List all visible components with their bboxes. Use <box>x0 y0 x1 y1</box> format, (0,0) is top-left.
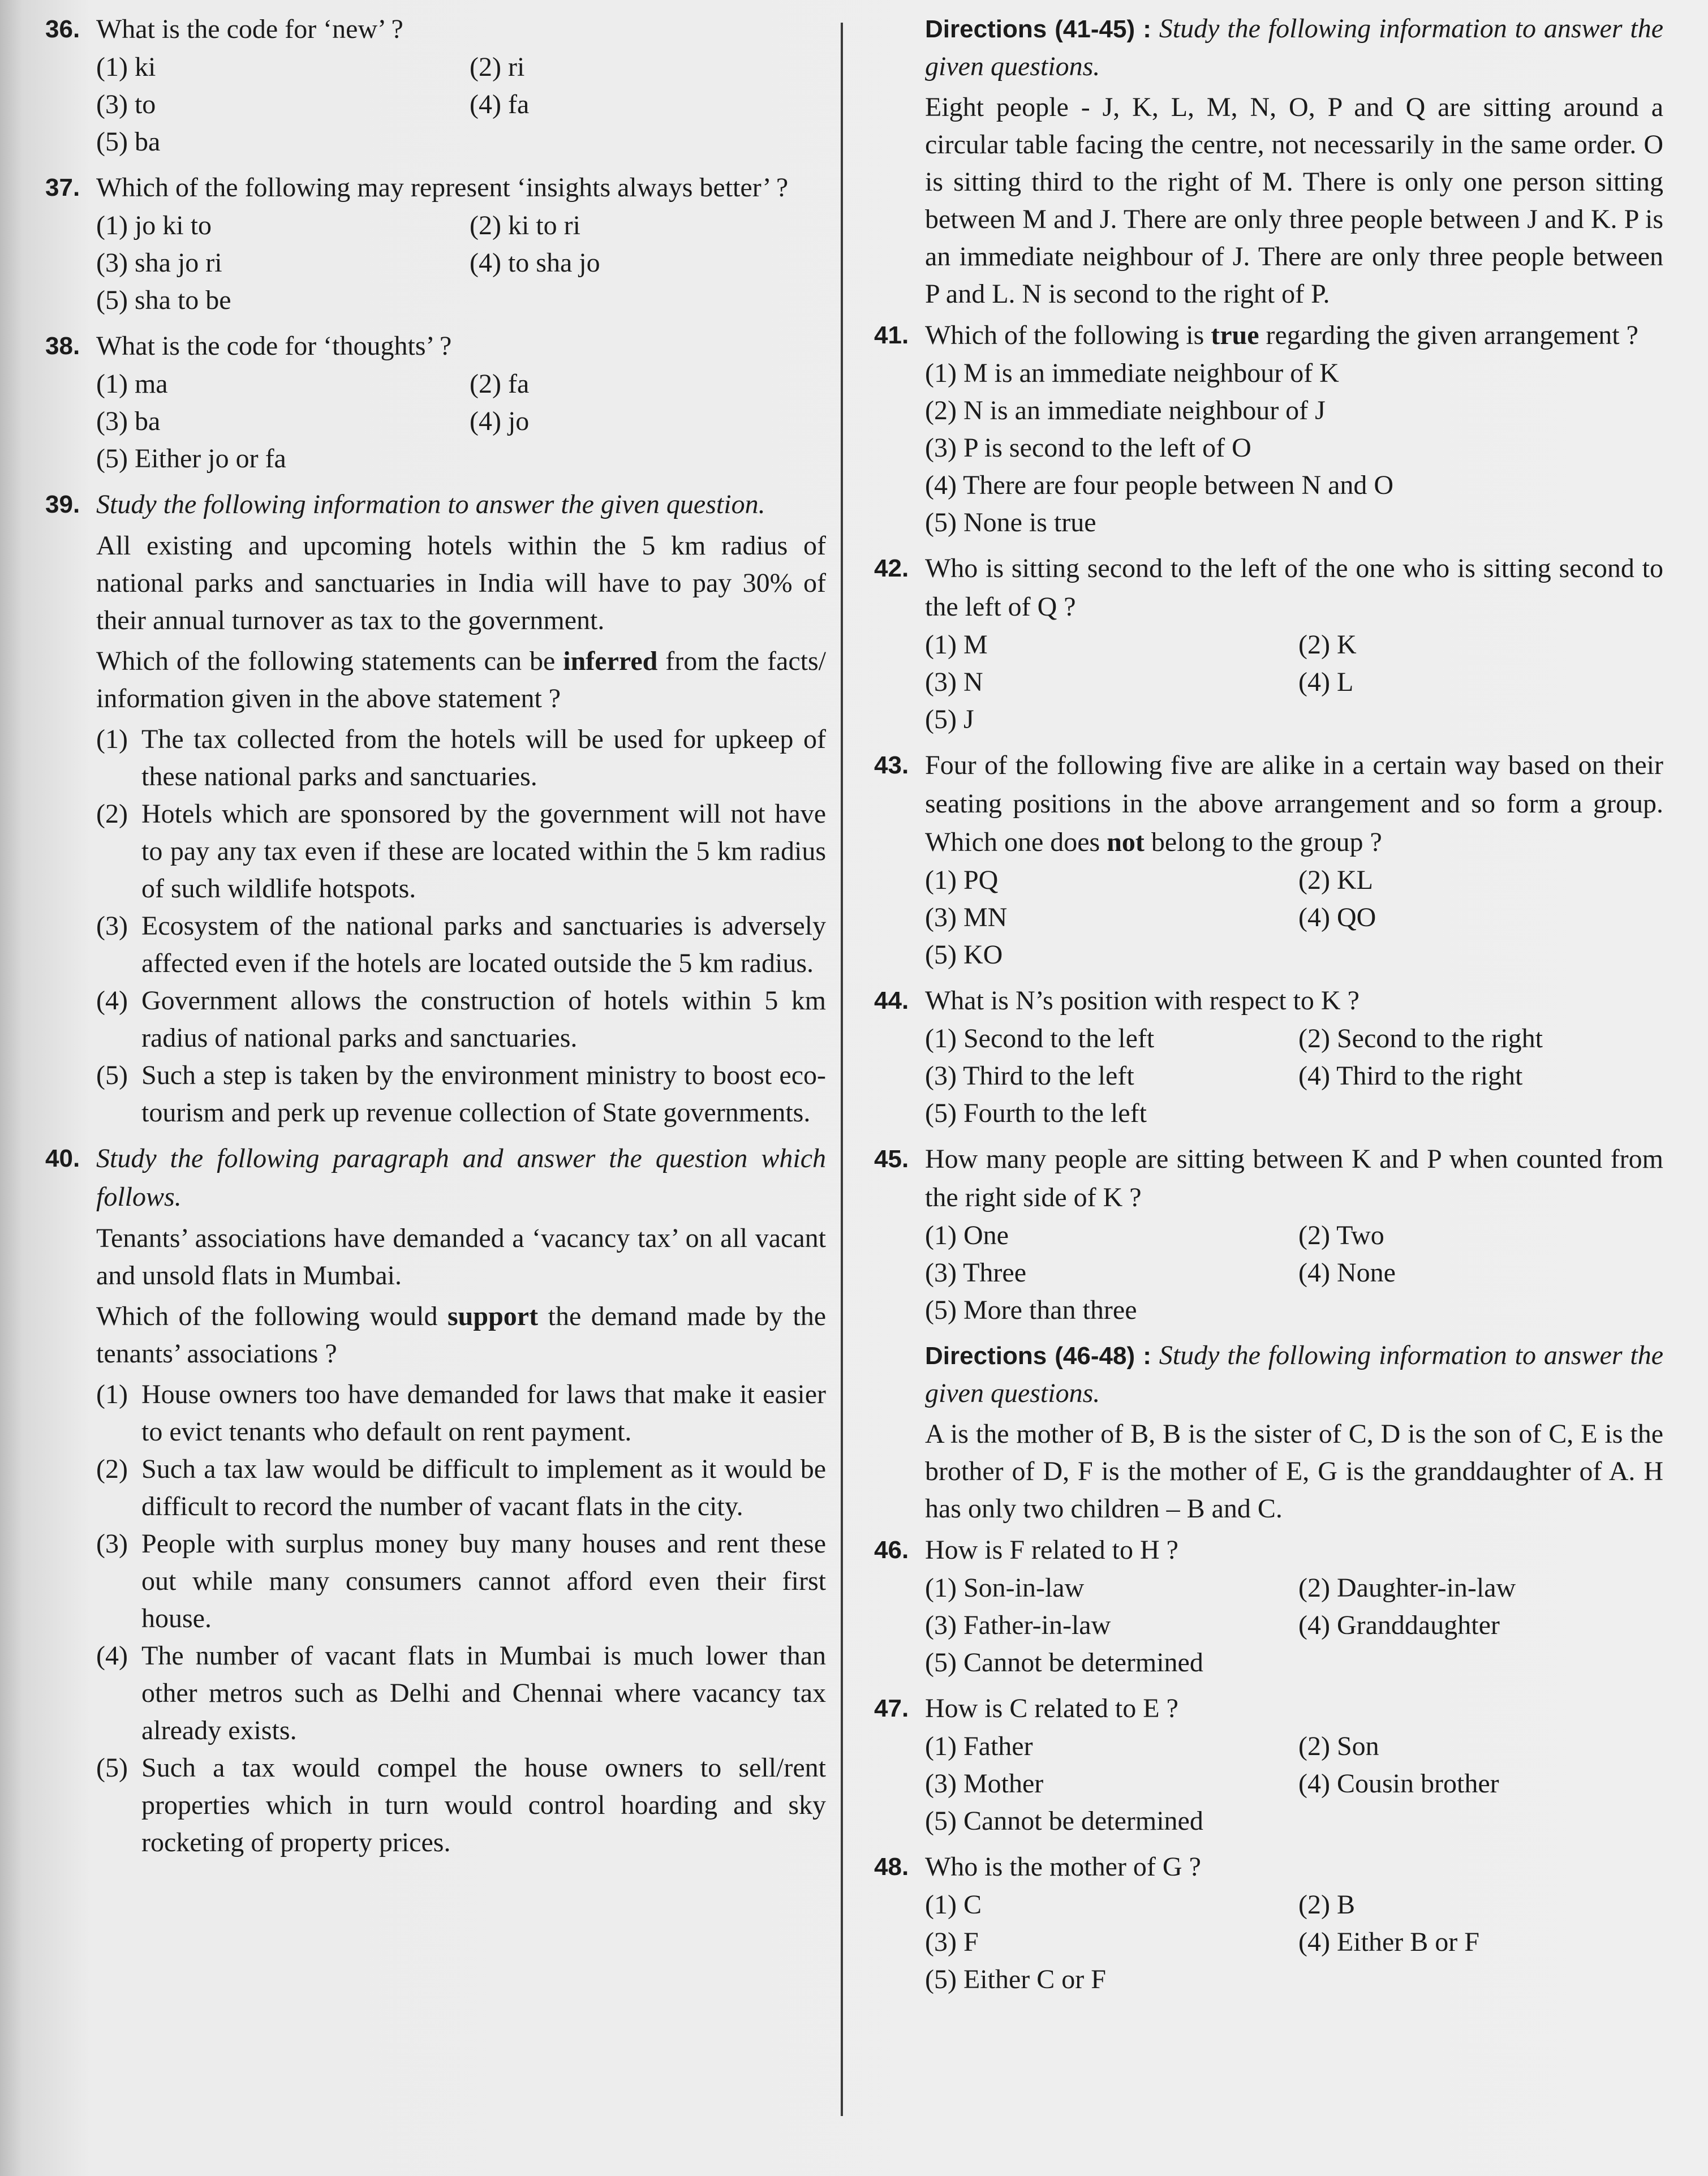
option: (3) ba <box>96 406 161 436</box>
options <box>96 207 826 319</box>
option: (4) There are four people between N and O <box>925 470 1394 500</box>
question-40 <box>45 1139 826 1861</box>
option: (5) KO <box>925 940 1003 970</box>
question-number: 45. <box>874 1145 909 1173</box>
options <box>925 1569 1663 1682</box>
question-text: What is the code for ‘new’ ? <box>96 14 403 44</box>
question-36 <box>45 10 826 161</box>
question-number: 41. <box>874 321 909 349</box>
question-number: 44. <box>874 987 909 1014</box>
option: (1) ki <box>96 52 156 82</box>
prompt-text: from the facts/ information given in the above statement ? <box>96 646 827 713</box>
option: (2) B <box>1298 1890 1355 1920</box>
directions-heading: Directions (41-45) : <box>925 15 1151 43</box>
question-number: 40. <box>45 1145 80 1172</box>
question-number: 38. <box>45 332 80 360</box>
option: (2) ki to ri <box>470 210 580 240</box>
question-39 <box>45 485 826 1132</box>
option-text: House owners too have demanded for laws that make it easier to evict tenants who default on rent payment. <box>141 1379 826 1447</box>
option-text: Such a tax would compel the house owners to sell/rent properties which in turn would control hoarding and sky rocketing of property prices. <box>141 1753 826 1857</box>
option: (4) to sha jo <box>470 248 600 278</box>
option-text: The number of vacant flats in Mumbai is much lower than other metros such as Delhi and Chennai where vacancy tax already exists. <box>141 1641 826 1745</box>
option-number: (5) <box>96 1753 128 1783</box>
option: (3) to <box>96 89 156 119</box>
directions-instruction: Study the following information to answer the given questions. <box>925 14 1664 81</box>
option: (5) Fourth to the left <box>925 1098 1147 1128</box>
directions-46-48 <box>874 1337 1663 1528</box>
option: (2) N is an immediate neighbour of J <box>925 395 1326 425</box>
right-column <box>874 10 1663 2006</box>
option <box>96 982 826 1057</box>
option: (1) One <box>925 1220 1009 1250</box>
option: (2) KL <box>1298 865 1373 895</box>
directions-heading: Directions (46-48) : <box>925 1342 1151 1370</box>
option: (5) None is true <box>925 508 1096 537</box>
option: (2) Two <box>1298 1220 1384 1250</box>
question-44 <box>874 982 1663 1132</box>
option <box>96 1637 826 1749</box>
option-number: (1) <box>96 1379 128 1409</box>
option: (3) MN <box>925 902 1008 932</box>
option-number: (4) <box>96 986 128 1016</box>
question-47 <box>874 1689 1663 1840</box>
question-number: 47. <box>874 1695 909 1722</box>
prompt-text: Which of the following is <box>925 320 1211 350</box>
option: (3) sha jo ri <box>96 248 222 278</box>
column-divider <box>841 23 843 2116</box>
option: (1) Second to the left <box>925 1024 1155 1053</box>
option: (5) J <box>925 704 974 734</box>
question-text: Which of the following may represent ‘insights always better’ ? <box>96 173 789 203</box>
option: (2) K <box>1298 630 1357 660</box>
question-number: 46. <box>874 1536 909 1564</box>
option: (3) F <box>925 1927 979 1957</box>
question-number: 39. <box>45 491 80 518</box>
option <box>96 795 826 908</box>
option: (4) jo <box>470 406 530 436</box>
option-text: The tax collected from the hotels will be used for upkeep of these national parks and sanctuaries. <box>141 724 826 792</box>
options <box>925 862 1663 974</box>
question-46 <box>874 1531 1663 1682</box>
options <box>925 355 1663 541</box>
question-43 <box>874 746 1663 974</box>
directions-text: A is the mother of B, B is the sister of C, D is the son of C, E is the brother of D, F is the mother of E, G is the granddaughter of A. H has only two children – B and C. <box>925 1419 1663 1524</box>
option-number: (3) <box>96 1529 128 1559</box>
options <box>925 1217 1663 1329</box>
directions-text: Eight people - J, K, L, M, N, O, P and Q are sitting around a circular table facing the centre, not necessarily in the same order. O is sitting third to the right of M. There is only one person sitting between M and J. There are only three people between J and K. P is an immediate neighbour of J. There are only three people between P and L. N is second to the right of P. <box>925 92 1663 309</box>
options <box>96 365 826 478</box>
option: (5) Cannot be determined <box>925 1806 1203 1836</box>
option: (3) P is second to the left of O <box>925 433 1251 463</box>
option <box>96 908 826 982</box>
directions-41-45 <box>874 10 1663 313</box>
option-text: Such a tax law would be difficult to implement as it would be difficult to record the number of vacant flats in the city. <box>141 1454 826 1521</box>
statement: Tenants’ associations have demanded a ‘vacancy tax’ on all vacant and unsold flats in Mumbai. <box>96 1223 826 1291</box>
option: (1) C <box>925 1890 982 1920</box>
option <box>96 1525 826 1637</box>
prompt-text: the demand made by the tenants’ associations ? <box>96 1301 827 1369</box>
option: (4) Cousin brother <box>1298 1769 1499 1799</box>
option-text: Government allows the construction of hotels within 5 km radius of national parks and sanctuaries. <box>141 986 826 1053</box>
option: (5) Cannot be determined <box>925 1648 1203 1678</box>
option: (1) jo ki to <box>96 210 212 240</box>
option: (4) fa <box>470 89 530 119</box>
option: (5) Either jo or fa <box>96 444 286 474</box>
prompt-text: belong to the group ? <box>1144 827 1382 857</box>
directions-instruction: Study the following information to answer the given questions. <box>925 1340 1664 1408</box>
question-text: How many people are sitting between K and P when counted from the right side of K ? <box>925 1144 1663 1212</box>
option: (3) Third to the left <box>925 1061 1134 1091</box>
question-text: What is N’s position with respect to K ? <box>925 986 1359 1016</box>
option: (1) M is an immediate neighbour of K <box>925 358 1339 388</box>
option: (4) Either B or F <box>1298 1927 1479 1957</box>
prompt-text: Four of the following five are alike in a certain way based on their seating positions in the above arrangement and so form a group. Which one does <box>925 750 1663 857</box>
option: (2) Son <box>1298 1731 1379 1761</box>
option-text: People with surplus money buy many houses and rent these out while many consumers cannot afford even their first house. <box>141 1529 826 1633</box>
option: (3) Father-in-law <box>925 1610 1111 1640</box>
option: (1) PQ <box>925 865 999 895</box>
options <box>925 1728 1663 1840</box>
option <box>96 1376 826 1451</box>
prompt-emphasis: true <box>1211 320 1259 350</box>
question-text: How is C related to E ? <box>925 1693 1178 1723</box>
option-number: (1) <box>96 724 128 754</box>
prompt-emphasis: inferred <box>563 646 658 676</box>
prompt-text: regarding the given arrangement ? <box>1259 320 1638 350</box>
option: (3) Three <box>925 1258 1027 1288</box>
question-text: Who is the mother of G ? <box>925 1852 1201 1882</box>
option: (4) Third to the right <box>1298 1061 1523 1091</box>
question-instruction: Study the following paragraph and answer the question which follows. <box>96 1143 826 1212</box>
question-instruction: Study the following information to answer the given question. <box>96 489 765 519</box>
option: (1) M <box>925 630 988 660</box>
option: (5) More than three <box>925 1295 1137 1325</box>
prompt-emphasis: support <box>448 1301 539 1331</box>
question-45 <box>874 1140 1663 1329</box>
question-prompt <box>96 1298 826 1373</box>
option-text: Hotels which are sponsored by the government will not have to pay any tax even if these are located within the 5 km radius of such wildlife hotspots. <box>141 799 826 904</box>
option: (5) Either C or F <box>925 1964 1106 1994</box>
question-42 <box>874 549 1663 738</box>
option: (3) Mother <box>925 1769 1044 1799</box>
option: (4) Granddaughter <box>1298 1610 1500 1640</box>
prompt-emphasis: not <box>1107 827 1145 857</box>
question-number: 36. <box>45 15 80 43</box>
options <box>96 49 826 161</box>
options <box>925 626 1663 738</box>
option: (2) ri <box>470 52 525 82</box>
prompt-text: Which of the following statements can be <box>96 646 563 676</box>
option: (1) ma <box>96 369 168 399</box>
option <box>96 1057 826 1132</box>
question-41 <box>874 316 1663 541</box>
option: (4) L <box>1298 667 1354 697</box>
option <box>96 721 826 795</box>
question-text: Who is sitting second to the left of the one who is sitting second to the left of Q ? <box>925 553 1663 622</box>
options <box>925 1886 1663 1998</box>
left-column <box>45 10 826 1869</box>
option <box>96 1451 826 1525</box>
option-number: (3) <box>96 911 128 941</box>
question-text <box>925 746 1663 862</box>
option: (3) N <box>925 667 983 697</box>
question-number: 42. <box>874 554 909 582</box>
option: (5) ba <box>96 127 161 157</box>
option-number: (2) <box>96 799 128 829</box>
question-number: 37. <box>45 174 80 201</box>
option: (4) QO <box>1298 902 1376 932</box>
option-text: Ecosystem of the national parks and sanctuaries is adversely affected even if the hotels are located outside the 5 km radius. <box>141 911 826 978</box>
options <box>925 1020 1663 1132</box>
option: (2) Daughter-in-law <box>1298 1573 1516 1603</box>
option: (2) fa <box>470 369 530 399</box>
statement: All existing and upcoming hotels within the 5 km radius of national parks and sanctuaries in India will have to pay 30% of their annual turnover as tax to the government. <box>96 531 826 635</box>
option: (1) Father <box>925 1731 1033 1761</box>
option: (4) None <box>1298 1258 1396 1288</box>
question-38 <box>45 327 826 478</box>
question-number: 43. <box>874 751 909 779</box>
question-text: How is F related to H ? <box>925 1535 1178 1565</box>
prompt-text: Which of the following would <box>96 1301 448 1331</box>
option-text: Such a step is taken by the environment ministry to boost eco-tourism and perk up revenue collection of State governments. <box>141 1060 826 1128</box>
option-number: (2) <box>96 1454 128 1484</box>
option-number: (5) <box>96 1060 128 1090</box>
option: (2) Second to the right <box>1298 1024 1543 1053</box>
option <box>96 1749 826 1861</box>
option: (5) sha to be <box>96 285 231 315</box>
option-number: (4) <box>96 1641 128 1671</box>
option: (1) Son-in-law <box>925 1573 1085 1603</box>
question-37 <box>45 169 826 319</box>
question-prompt <box>96 643 826 717</box>
question-text <box>925 316 1663 355</box>
question-48 <box>874 1848 1663 1998</box>
question-text: What is the code for ‘thoughts’ ? <box>96 331 452 361</box>
question-number: 48. <box>874 1853 909 1881</box>
